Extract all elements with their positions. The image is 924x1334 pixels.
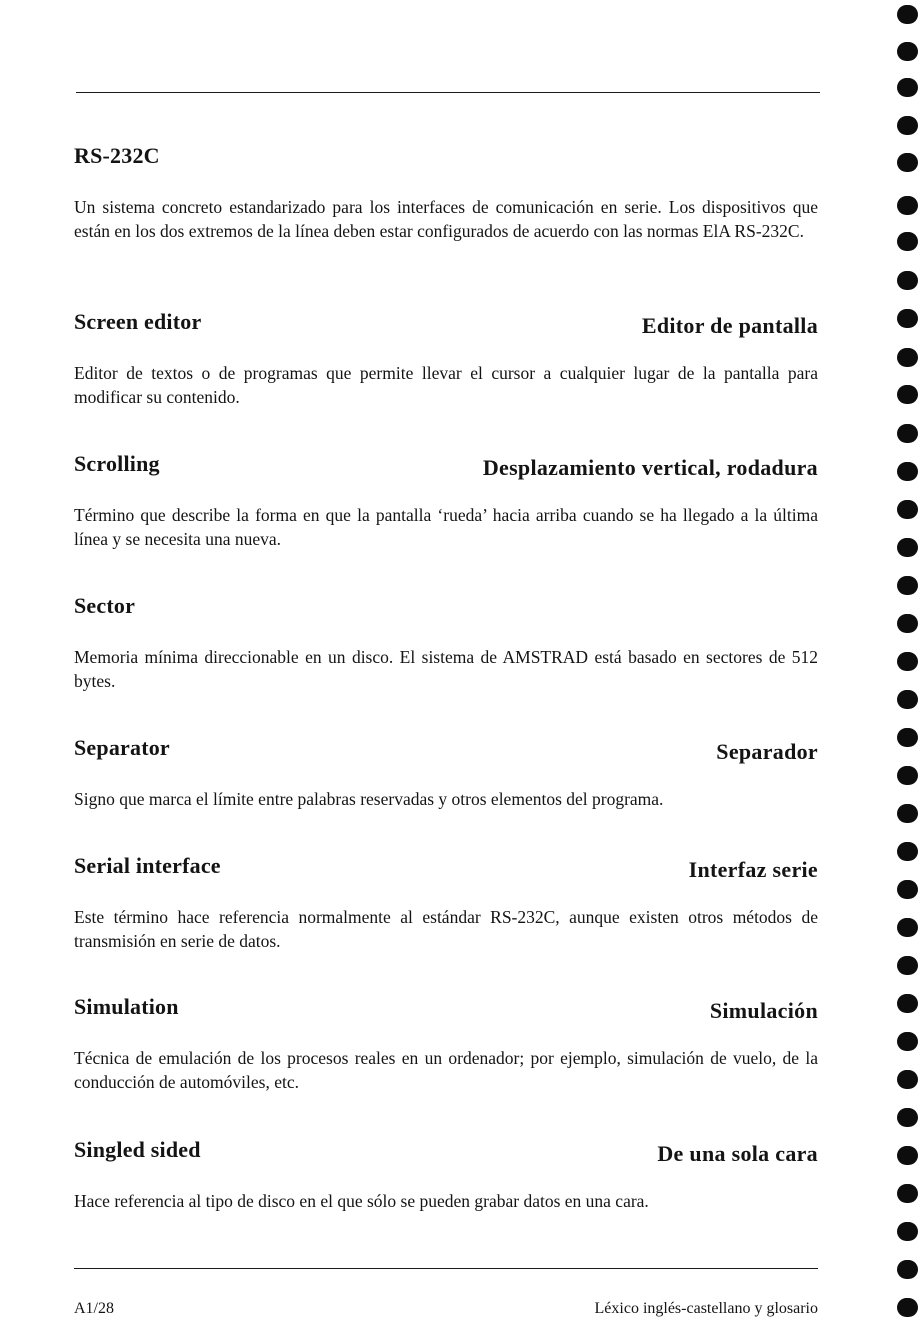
binding-hole-icon	[897, 538, 918, 557]
entry-definition: Término que describe la forma en que la pantalla ‘rueda’ hacia arriba cuando se ha llegado a la última línea y se necesita una nueva.	[74, 505, 818, 549]
entry-translation: De una sola cara	[657, 1141, 818, 1166]
entry-term: Scrolling	[74, 451, 160, 476]
entry-term: Sector	[74, 593, 136, 618]
glossary-entry-serial-interface	[74, 853, 818, 953]
entry-translation: Separador	[716, 739, 818, 764]
glossary-entry-screen-editor	[74, 309, 818, 409]
entry-term: Screen editor	[74, 309, 202, 334]
binding-hole-icon	[897, 1184, 918, 1203]
entry-term: Serial interface	[74, 853, 221, 878]
binding-hole-icon	[897, 42, 918, 61]
binding-hole-icon	[897, 271, 918, 290]
binding-hole-icon	[897, 918, 918, 937]
glossary-entry-scrolling	[74, 451, 818, 551]
binding-hole-icon	[897, 232, 918, 251]
binding-hole-icon	[897, 1222, 918, 1241]
binding-hole-icon	[897, 652, 918, 671]
binding-hole-icon	[897, 994, 918, 1013]
entry-heading	[74, 1137, 818, 1173]
entry-translation: Simulación	[709, 998, 818, 1023]
entry-term: Simulation	[74, 994, 179, 1019]
entry-heading	[74, 309, 818, 345]
binding-hole-icon	[897, 348, 918, 367]
binding-hole-icon	[897, 78, 918, 97]
binding-hole-icon	[897, 804, 918, 823]
binding-hole-icon	[897, 728, 918, 747]
binding-hole-icon	[897, 385, 918, 404]
entry-heading	[74, 451, 818, 487]
binding-hole-icon	[897, 1108, 918, 1127]
entry-definition: Editor de textos o de programas que permite llevar el cursor a cualquier lugar de la pantalla para modificar su contenido.	[74, 363, 818, 407]
binding-hole-icon	[897, 116, 918, 135]
entry-translation: Interfaz serie	[688, 857, 818, 882]
page-number: A1/28	[74, 1300, 114, 1317]
binding-hole-icon	[897, 5, 918, 24]
glossary-entry-simulation	[74, 994, 818, 1094]
glossary-entry-sector	[74, 593, 818, 693]
entry-heading	[74, 593, 818, 629]
binding-hole-icon	[897, 1070, 918, 1089]
binding-hole-icon	[897, 576, 918, 595]
binding-hole-icon	[897, 424, 918, 443]
binding-hole-icon	[897, 153, 918, 172]
binding-hole-icon	[897, 766, 918, 785]
entry-term: Singled sided	[74, 1137, 201, 1162]
binding-hole-icon	[897, 690, 918, 709]
entry-heading	[74, 143, 818, 179]
binding-hole-icon	[897, 614, 918, 633]
entry-translation: Editor de pantalla	[641, 313, 818, 338]
binding-hole-icon	[897, 1146, 918, 1165]
binding-hole-icon	[897, 196, 918, 215]
binding-hole-icon	[897, 842, 918, 861]
glossary-entry-rs-232c	[74, 143, 818, 243]
entry-heading	[74, 735, 818, 771]
entry-term: Separator	[74, 735, 170, 760]
entry-translation: Desplazamiento vertical, rodadura	[482, 455, 818, 480]
entry-definition: Este término hace referencia normalmente al estándar RS-232C, aunque existen otros métodos de transmisión en serie de datos.	[74, 907, 818, 951]
entry-heading	[74, 853, 818, 889]
entry-definition: Un sistema concreto estandarizado para los interfaces de comunicación en serie. Los dispositivos que están en los dos extremos de la línea deben estar configurados de acuerdo con las normas ElA RS-232C.	[74, 197, 818, 241]
header-rule	[76, 92, 820, 93]
entry-heading	[74, 994, 818, 1030]
entry-definition: Signo que marca el límite entre palabras reservadas y otros elementos del programa.	[74, 789, 664, 809]
section-title: Léxico inglés-castellano y glosario	[594, 1300, 818, 1317]
binding-hole-icon	[897, 500, 918, 519]
binding-hole-icon	[897, 956, 918, 975]
glossary-entry-singled-sided	[74, 1137, 818, 1213]
footer-rule	[74, 1268, 818, 1269]
spiral-binding	[897, 0, 924, 1334]
binding-hole-icon	[897, 462, 918, 481]
binding-hole-icon	[897, 1260, 918, 1279]
binding-hole-icon	[897, 1032, 918, 1051]
entry-definition: Hace referencia al tipo de disco en el que sólo se pueden grabar datos en una cara.	[74, 1191, 649, 1211]
glossary-entry-separator	[74, 735, 818, 811]
binding-hole-icon	[897, 1298, 918, 1317]
binding-hole-icon	[897, 309, 918, 328]
entry-term: RS-232C	[74, 143, 160, 168]
binding-hole-icon	[897, 880, 918, 899]
entry-definition: Memoria mínima direccionable en un disco. El sistema de AMSTRAD está basado en sectores de 512 bytes.	[74, 647, 818, 691]
entry-definition: Técnica de emulación de los procesos reales en un ordenador; por ejemplo, simulación de vuelo, de la conducción de automóviles, etc.	[74, 1048, 818, 1092]
